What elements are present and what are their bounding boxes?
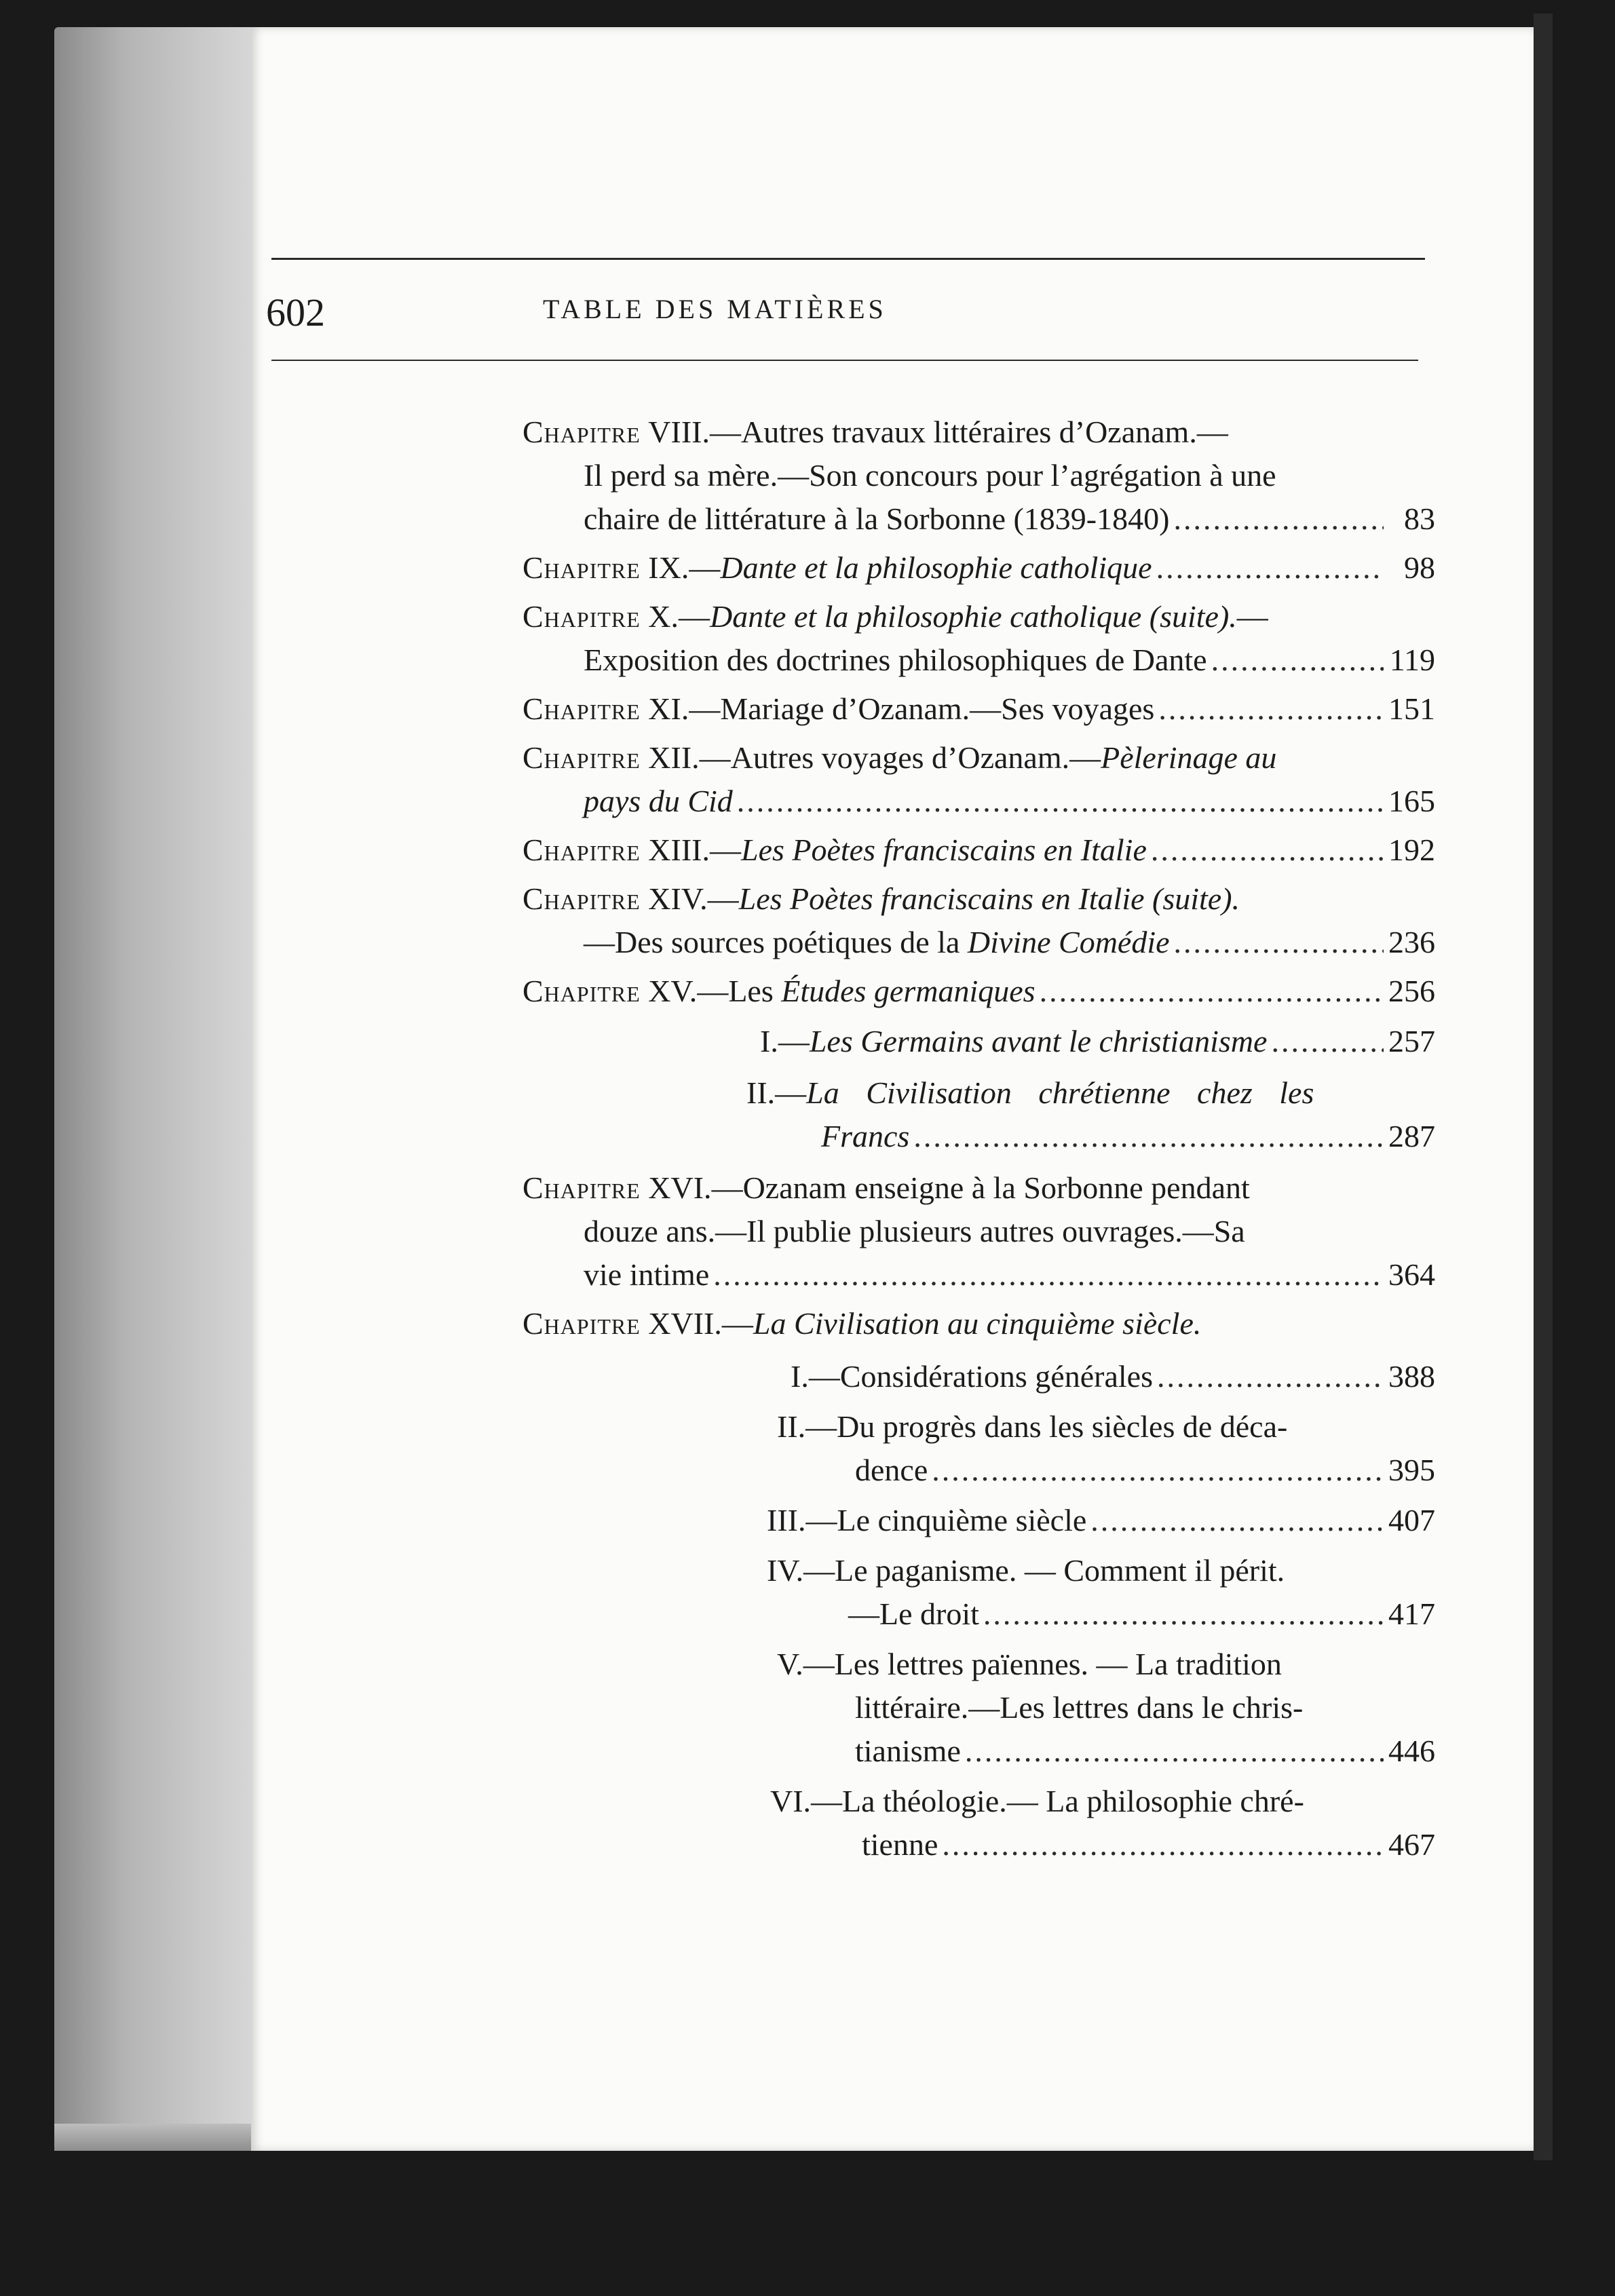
page-ref: 364 <box>1388 1257 1435 1292</box>
chapter-numeral: XI. <box>648 691 689 726</box>
section-title-cont: dence <box>855 1453 928 1487</box>
chapter-numeral: XVII. <box>648 1306 722 1341</box>
chapter-title: —Autres voyages d’Ozanam.— <box>699 740 1101 775</box>
leader-dots <box>1040 970 1384 1013</box>
section-number: V. <box>777 1647 803 1681</box>
chapter-title-italic: Divine Comédie <box>967 925 1170 959</box>
page-ref: 256 <box>1388 974 1435 1008</box>
chapter-title: —Les <box>697 974 774 1008</box>
section-title-cont: littéraire.—Les lettres dans le chris- <box>855 1690 1304 1725</box>
page-ref: 83 <box>1404 501 1435 536</box>
leader-dots <box>942 1823 1384 1867</box>
chapter-label: Chapitre <box>522 1306 641 1341</box>
section-number: III. <box>767 1503 806 1537</box>
chapter-label: Chapitre <box>522 415 641 449</box>
chapter-title-cont: douze ans.—Il publie plusieurs autres ouvrages.—Sa <box>584 1214 1245 1248</box>
section-title: —Les lettres païennes. — La tradition <box>803 1647 1282 1681</box>
toc-entry-chapter-13 <box>522 828 1435 872</box>
chapter-numeral: VIII. <box>648 415 710 449</box>
chapter-numeral: XII. <box>648 740 700 775</box>
page-number: 602 <box>266 290 325 334</box>
section-title: —La théologie.— La philosophie chré- <box>811 1784 1304 1818</box>
chapter-title-cont: Il perd sa mère.—Son concours pour l’agrégation à une <box>584 458 1276 493</box>
page-ref: 287 <box>1388 1119 1435 1153</box>
leader-dots <box>965 1729 1384 1773</box>
leader-dots <box>932 1449 1384 1492</box>
book-fore-edge <box>54 27 258 2144</box>
toc-entry-chapter-9 <box>522 546 1435 590</box>
section-title: La Civilisation chrétienne chez les <box>806 1075 1314 1110</box>
chapter-numeral: XIV. <box>648 881 708 916</box>
chapter-label: Chapitre <box>522 974 641 1008</box>
chapter-title-italic: Études germaniques <box>781 974 1036 1008</box>
chapter-title-cont: vie intime <box>584 1257 710 1292</box>
page-ref: 467 <box>1388 1827 1435 1862</box>
section-title: —Considérations générales <box>808 1359 1153 1394</box>
toc-entry-chapter-8 <box>522 410 1435 541</box>
separator: — <box>1236 599 1268 634</box>
toc-entry-chapter-15 <box>522 970 1435 1158</box>
page-ref: 446 <box>1388 1734 1435 1768</box>
leader-dots <box>1151 828 1384 872</box>
chapter-label: Chapitre <box>522 881 641 916</box>
toc-entry-chapter-14 <box>522 877 1435 964</box>
chapter-title: Dante et la philosophie catholique <box>710 599 1142 634</box>
section-number: IV. <box>767 1553 804 1588</box>
leader-dots <box>1174 921 1384 964</box>
section-number: II.— <box>746 1075 807 1110</box>
page-ref: 417 <box>1388 1596 1435 1631</box>
book-fore-edge-bottom <box>54 2124 258 2151</box>
chapter-numeral: XVI. <box>648 1170 712 1205</box>
page-ref: 388 <box>1388 1359 1435 1394</box>
table-of-contents <box>522 410 1435 1872</box>
section-number: I. <box>791 1359 809 1394</box>
chapter-title: Dante et la philosophie catholique <box>720 550 1152 585</box>
suite-note: (suite). <box>1149 599 1237 634</box>
running-title: TABLE DES MATIÈRES <box>543 294 887 324</box>
section-title-cont: tienne <box>862 1827 938 1862</box>
leader-dots <box>1157 1355 1384 1398</box>
section-title-cont: Francs <box>821 1119 910 1153</box>
leader-dots <box>737 780 1384 823</box>
chapter-title-cont: pays du Cid <box>584 784 733 818</box>
separator: — <box>721 1306 753 1341</box>
page-ref: 165 <box>1388 784 1435 818</box>
header-rule-bottom <box>271 360 1418 361</box>
toc-entry-chapter-12 <box>522 736 1435 823</box>
chapter-label: Chapitre <box>522 833 641 867</box>
chapter-title: —Mariage d’Ozanam.—Ses voyages <box>689 691 1155 726</box>
header-rule-top <box>271 258 1425 260</box>
chapter-title-italic: Pèlerinage au <box>1101 740 1277 775</box>
section-number: I.— <box>760 1024 810 1058</box>
separator: — <box>679 599 710 634</box>
section-title: —Le cinquième siècle <box>805 1503 1087 1537</box>
separator: — <box>707 881 739 916</box>
separator: — <box>689 550 721 585</box>
section-number: II. <box>777 1409 806 1444</box>
section-title: Les Germains avant le christianisme <box>809 1024 1268 1058</box>
leader-dots <box>1173 497 1384 541</box>
chapter-title: —Ozanam enseigne à la Sorbonne pendant <box>711 1170 1250 1205</box>
chapter-label: Chapitre <box>522 1170 641 1205</box>
chapter-label: Chapitre <box>522 691 641 726</box>
chapter-title: Les Poètes franciscains en Italie <box>740 833 1147 867</box>
page-ref: 119 <box>1389 643 1435 677</box>
leader-dots <box>1158 687 1384 731</box>
page-ref: 257 <box>1388 1024 1435 1058</box>
toc-entry-chapter-17 <box>522 1302 1435 1867</box>
chapter-title-cont: chaire de littérature à la Sorbonne (1839-1840) <box>584 501 1170 536</box>
suite-note: (suite). <box>1152 881 1240 916</box>
leader-dots <box>1156 546 1384 590</box>
section-title: —Le paganisme. — Comment il périt. <box>803 1553 1285 1588</box>
chapter-numeral: XIII. <box>648 833 710 867</box>
chapter-title-cont: Exposition des doctrines philosophiques de Dante <box>584 643 1207 677</box>
leader-dots <box>1090 1499 1384 1542</box>
chapter-title-cont: —Des sources poétiques de la <box>584 925 960 959</box>
chapter-title: Les Poètes franciscains en Italie <box>738 881 1145 916</box>
section-title-cont: tianisme <box>855 1734 961 1768</box>
page-ref: 192 <box>1388 833 1435 867</box>
chapter-numeral: XV. <box>648 974 698 1008</box>
chapter-title: —Autres travaux littéraires d’Ozanam.— <box>709 415 1228 449</box>
page-ref: 407 <box>1388 1503 1435 1537</box>
section-title-cont: —Le droit <box>848 1596 979 1631</box>
separator: — <box>709 833 741 867</box>
leader-dots <box>713 1253 1384 1297</box>
chapter-label: Chapitre <box>522 550 641 585</box>
page-ref: 151 <box>1388 691 1435 726</box>
leader-dots <box>983 1592 1384 1636</box>
chapter-numeral: X. <box>648 599 679 634</box>
chapter-label: Chapitre <box>522 740 641 775</box>
chapter-numeral: IX. <box>648 550 689 585</box>
leader-dots <box>1211 638 1384 682</box>
leader-dots <box>1271 1020 1384 1063</box>
chapter-title: La Civilisation au cinquième siècle. <box>753 1306 1202 1341</box>
page-ref: 98 <box>1404 550 1435 585</box>
toc-entry-chapter-10 <box>522 595 1435 682</box>
toc-entry-chapter-16 <box>522 1166 1435 1297</box>
page-ref: 236 <box>1388 925 1435 959</box>
toc-entry-chapter-11 <box>522 687 1435 731</box>
facing-page-edge <box>1534 14 1553 2160</box>
chapter-label: Chapitre <box>522 599 641 634</box>
section-number: VI. <box>770 1784 812 1818</box>
page-ref: 395 <box>1388 1453 1435 1487</box>
leader-dots <box>913 1115 1384 1158</box>
section-title: —Du progrès dans les siècles de déca- <box>805 1409 1288 1444</box>
